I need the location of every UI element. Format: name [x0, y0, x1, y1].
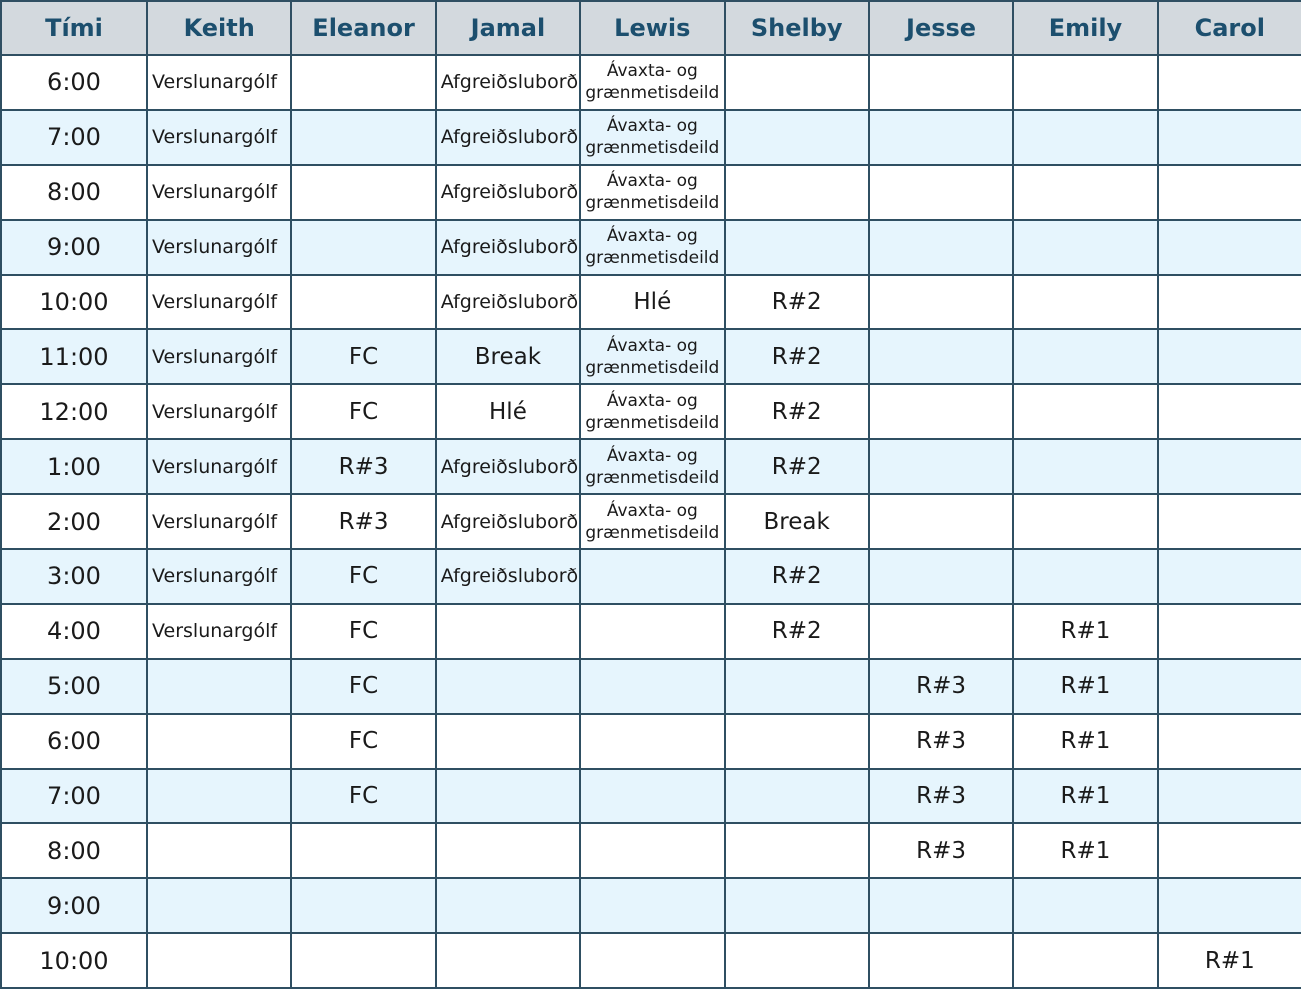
shift-cell: [291, 165, 435, 220]
shift-cell: FC: [291, 769, 435, 824]
header-keith: Keith: [147, 1, 291, 55]
shift-cell: [869, 604, 1013, 659]
shift-cell: [580, 549, 724, 604]
shift-cell: R#2: [725, 604, 869, 659]
table-row: [1, 604, 1301, 659]
schedule-body: [1, 55, 1301, 988]
shift-cell: [1013, 933, 1157, 988]
shift-cell: FC: [291, 659, 435, 714]
time-cell: 10:00: [1, 933, 147, 988]
shift-cell: [869, 439, 1013, 494]
shift-cell: [869, 220, 1013, 275]
shift-cell: [1158, 769, 1301, 824]
shift-cell: [1013, 878, 1157, 933]
shift-cell: [725, 933, 869, 988]
shift-cell: Hlé: [436, 384, 580, 439]
shift-cell: [436, 659, 580, 714]
shift-cell: [869, 275, 1013, 330]
schedule-header: [1, 1, 1301, 55]
shift-cell: [1158, 384, 1301, 439]
shift-cell: [1158, 275, 1301, 330]
shift-cell: [147, 878, 291, 933]
shift-cell: [436, 878, 580, 933]
shift-cell: [147, 823, 291, 878]
shift-cell: Ávaxta- og grænmetisdeild: [580, 165, 724, 220]
time-cell: 10:00: [1, 275, 147, 330]
table-row: [1, 494, 1301, 549]
time-cell: 2:00: [1, 494, 147, 549]
header-jamal: Jamal: [436, 1, 580, 55]
time-cell: 5:00: [1, 659, 147, 714]
shift-cell: [1158, 439, 1301, 494]
shift-cell: [147, 659, 291, 714]
shift-cell: R#1: [1013, 659, 1157, 714]
shift-cell: [1013, 110, 1157, 165]
shift-cell: [1013, 329, 1157, 384]
shift-cell: [1158, 659, 1301, 714]
shift-cell: [725, 714, 869, 769]
shift-cell: [1013, 55, 1157, 110]
time-cell: 8:00: [1, 165, 147, 220]
shift-cell: Ávaxta- og grænmetisdeild: [580, 329, 724, 384]
shift-cell: [725, 55, 869, 110]
shift-cell: [1158, 878, 1301, 933]
shift-cell: Ávaxta- og grænmetisdeild: [580, 384, 724, 439]
shift-cell: R#1: [1013, 604, 1157, 659]
time-cell: 6:00: [1, 55, 147, 110]
shift-cell: [291, 55, 435, 110]
shift-cell: [436, 933, 580, 988]
shift-cell: R#2: [725, 384, 869, 439]
shift-cell: [291, 878, 435, 933]
shift-cell: [580, 659, 724, 714]
shift-cell: Verslunargólf: [147, 110, 291, 165]
shift-cell: Verslunargólf: [147, 165, 291, 220]
time-cell: 6:00: [1, 714, 147, 769]
shift-cell: R#3: [869, 769, 1013, 824]
shift-cell: [1013, 220, 1157, 275]
shift-cell: Verslunargólf: [147, 494, 291, 549]
shift-cell: Afgreiðsluborð: [436, 220, 580, 275]
shift-cell: [1013, 275, 1157, 330]
shift-cell: [1158, 110, 1301, 165]
shift-cell: [1158, 549, 1301, 604]
header-row: [1, 1, 1301, 55]
shift-cell: Verslunargólf: [147, 439, 291, 494]
time-cell: 7:00: [1, 769, 147, 824]
shift-cell: R#3: [291, 494, 435, 549]
shift-cell: [147, 933, 291, 988]
table-row: [1, 275, 1301, 330]
shift-cell: [725, 823, 869, 878]
shift-cell: FC: [291, 329, 435, 384]
shift-cell: [291, 275, 435, 330]
shift-cell: R#2: [725, 329, 869, 384]
shift-cell: R#1: [1013, 714, 1157, 769]
shift-cell: Verslunargólf: [147, 55, 291, 110]
header-eleanor: Eleanor: [291, 1, 435, 55]
shift-cell: Verslunargólf: [147, 220, 291, 275]
shift-cell: [580, 714, 724, 769]
shift-cell: [436, 714, 580, 769]
shift-cell: [869, 384, 1013, 439]
table-row: [1, 329, 1301, 384]
table-row: [1, 384, 1301, 439]
shift-cell: [1013, 165, 1157, 220]
table-row: [1, 933, 1301, 988]
table-row: [1, 769, 1301, 824]
shift-cell: [580, 604, 724, 659]
shift-cell: [291, 823, 435, 878]
shift-cell: [869, 329, 1013, 384]
shift-cell: Break: [436, 329, 580, 384]
table-row: [1, 220, 1301, 275]
shift-cell: [291, 933, 435, 988]
header-time: Tími: [1, 1, 147, 55]
table-row: [1, 55, 1301, 110]
table-row: [1, 110, 1301, 165]
shift-cell: Ávaxta- og grænmetisdeild: [580, 439, 724, 494]
time-cell: 8:00: [1, 823, 147, 878]
shift-cell: [436, 604, 580, 659]
table-row: [1, 823, 1301, 878]
table-row: [1, 439, 1301, 494]
shift-cell: Afgreiðsluborð: [436, 275, 580, 330]
shift-cell: [869, 549, 1013, 604]
shift-cell: [436, 769, 580, 824]
shift-cell: [725, 165, 869, 220]
shift-cell: Verslunargólf: [147, 384, 291, 439]
time-cell: 3:00: [1, 549, 147, 604]
shift-cell: Afgreiðsluborð: [436, 110, 580, 165]
header-shelby: Shelby: [725, 1, 869, 55]
shift-cell: [725, 878, 869, 933]
shift-cell: [869, 933, 1013, 988]
shift-cell: [869, 165, 1013, 220]
shift-cell: R#1: [1158, 933, 1301, 988]
shift-cell: [436, 823, 580, 878]
shift-cell: [291, 220, 435, 275]
shift-cell: Afgreiðsluborð: [436, 165, 580, 220]
shift-cell: [1158, 714, 1301, 769]
header-emily: Emily: [1013, 1, 1157, 55]
shift-cell: [1013, 439, 1157, 494]
shift-cell: [580, 823, 724, 878]
shift-cell: R#2: [725, 439, 869, 494]
shift-cell: R#2: [725, 275, 869, 330]
table-row: [1, 714, 1301, 769]
shift-cell: [1013, 384, 1157, 439]
time-cell: 11:00: [1, 329, 147, 384]
time-cell: 7:00: [1, 110, 147, 165]
shift-cell: [869, 110, 1013, 165]
shift-cell: [580, 769, 724, 824]
table-row: [1, 165, 1301, 220]
shift-cell: [725, 110, 869, 165]
shift-cell: Ávaxta- og grænmetisdeild: [580, 110, 724, 165]
shift-cell: Ávaxta- og grænmetisdeild: [580, 55, 724, 110]
shift-cell: Break: [725, 494, 869, 549]
shift-cell: [1158, 165, 1301, 220]
shift-cell: FC: [291, 714, 435, 769]
shift-cell: [147, 769, 291, 824]
shift-cell: [147, 714, 291, 769]
shift-cell: R#3: [869, 714, 1013, 769]
shift-cell: R#2: [725, 549, 869, 604]
shift-cell: [1013, 549, 1157, 604]
shift-cell: R#3: [869, 823, 1013, 878]
shift-cell: [869, 55, 1013, 110]
table-row: [1, 659, 1301, 714]
table-row: [1, 878, 1301, 933]
shift-cell: [1158, 494, 1301, 549]
shift-cell: Afgreiðsluborð: [436, 549, 580, 604]
shift-cell: [291, 110, 435, 165]
header-lewis: Lewis: [580, 1, 724, 55]
shift-cell: R#1: [1013, 823, 1157, 878]
shift-cell: [580, 878, 724, 933]
shift-cell: Verslunargólf: [147, 329, 291, 384]
table-row: [1, 549, 1301, 604]
shift-cell: R#1: [1013, 769, 1157, 824]
shift-cell: Afgreiðsluborð: [436, 439, 580, 494]
shift-cell: [869, 494, 1013, 549]
time-cell: 12:00: [1, 384, 147, 439]
shift-cell: [1158, 604, 1301, 659]
shift-cell: [725, 659, 869, 714]
header-carol: Carol: [1158, 1, 1301, 55]
shift-cell: R#3: [291, 439, 435, 494]
shift-cell: R#3: [869, 659, 1013, 714]
shift-cell: [869, 878, 1013, 933]
shift-cell: Verslunargólf: [147, 604, 291, 659]
shift-cell: [1158, 55, 1301, 110]
shift-cell: [1013, 494, 1157, 549]
shift-cell: Ávaxta- og grænmetisdeild: [580, 220, 724, 275]
shift-cell: FC: [291, 549, 435, 604]
time-cell: 1:00: [1, 439, 147, 494]
time-cell: 4:00: [1, 604, 147, 659]
time-cell: 9:00: [1, 878, 147, 933]
shift-cell: Ávaxta- og grænmetisdeild: [580, 494, 724, 549]
shift-cell: Afgreiðsluborð: [436, 55, 580, 110]
shift-cell: FC: [291, 604, 435, 659]
shift-cell: [1158, 823, 1301, 878]
shift-cell: [580, 933, 724, 988]
shift-cell: [725, 769, 869, 824]
shift-cell: Verslunargólf: [147, 549, 291, 604]
header-jesse: Jesse: [869, 1, 1013, 55]
shift-cell: FC: [291, 384, 435, 439]
shift-cell: Verslunargólf: [147, 275, 291, 330]
shift-cell: Hlé: [580, 275, 724, 330]
time-cell: 9:00: [1, 220, 147, 275]
shift-cell: Afgreiðsluborð: [436, 494, 580, 549]
shift-cell: [1158, 220, 1301, 275]
shift-cell: [725, 220, 869, 275]
shift-cell: [1158, 329, 1301, 384]
